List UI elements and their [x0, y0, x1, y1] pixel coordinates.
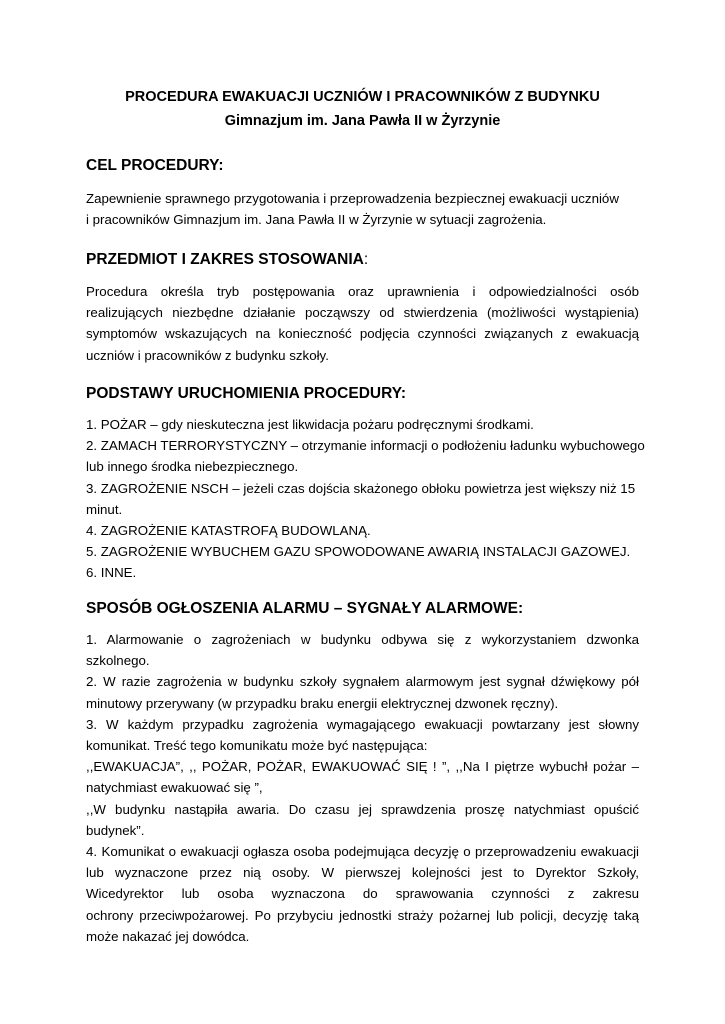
paragraph-line: może nakazać jej dowódca.: [86, 928, 250, 944]
document-title: PROCEDURA EWAKUACJI UCZNIÓW I PRACOWNIKÓW Z BUDYNKU: [125, 89, 600, 105]
paragraph-line: 1. Alarmowanie o zagrożeniach w budynku odbywa się z wykorzystaniem dzwonka: [86, 632, 639, 647]
paragraph-line: ,,EWAKUACJA”, ,, POŻAR, POŻAR, EWAKUOWAĆ SIĘ ! ”, ,,Na I piętrze wybuchł pożar –: [86, 759, 639, 775]
document-subtitle: Gimnazjum im. Jana Pawła II w Żyrzynie: [224, 113, 501, 129]
paragraph-line: lub wyznaczone przez nią osoby. W pierwszej kolejności jest to Dyrektor Szkoły,: [86, 865, 639, 881]
list-item: 5. ZAGROŻENIE WYBUCHEM GAZU SPOWODOWANE AWARIĄ INSTALACJI GAZOWEJ.: [86, 544, 631, 560]
list-item: lub innego środka niebezpiecznego.: [86, 459, 299, 475]
paragraph-line: Wicedyrektor lub osoba wyznaczona do sprawowania czynności z zakresu: [86, 886, 639, 902]
paragraph-line: 3. W każdym przypadku zagrożenia wymagającego ewakuacji powtarzany jest słowny: [86, 716, 639, 732]
paragraph-line: ,,W budynku nastąpiła awaria. Do czasu jej sprawdzenia proszę natychmiast opuścić: [86, 801, 639, 817]
list-item: 4. ZAGROŻENIE KATASTROFĄ BUDOWLANĄ.: [86, 523, 371, 539]
section-body-sposob: [86, 629, 639, 947]
paragraph-line: ochrony przeciwpożarowej. Po przybyciu jednostki straży pożarnej lub policji, decyzję taką: [86, 907, 639, 923]
section-body-cel: [86, 188, 639, 230]
list-item: 1. POŻAR – gdy nieskuteczna jest likwidacja pożaru podręcznymi środkami.: [86, 417, 534, 432]
list-item: minut.: [86, 501, 123, 517]
paragraph-line: szkolnego.: [86, 653, 150, 669]
section-heading-colon: :: [363, 251, 369, 268]
paragraph-line: komunikat. Treść tego komunikatu może być następująca:: [86, 738, 428, 754]
list-item: 3. ZAGROŻENIE NSCH – jeżeli czas dojścia skażonego obłoku powietrza jest większy niż 15: [86, 480, 636, 496]
section-heading-podstawy: PODSTAWY URUCHOMIENIA PROCEDURY:: [86, 385, 407, 402]
paragraph-line: symptomów wskazujących na konieczność podjęcia czynności związanych z ewakuacją: [86, 326, 639, 342]
section-body-podstawy: [86, 414, 645, 584]
paragraph-line: Procedura określa tryb postępowania oraz uprawnienia i odpowiedzialności osób: [86, 284, 639, 299]
paragraph-line: 4. Komunikat o ewakuacji ogłasza osoba podejmująca decyzję o przeprowadzeniu ewakuacji: [86, 844, 639, 860]
section-heading-sposob: SPOSÓB OGŁOSZENIA ALARMU – SYGNAŁY ALARMOWE:: [86, 600, 524, 617]
paragraph-line: natychmiast ewakuować się ”,: [86, 780, 263, 796]
paragraph-line: minutowy przerywany (w przypadku braku energii elektrycznej dzwonek ręczny).: [86, 695, 559, 711]
paragraph-line: 2. W razie zagrożenia w budynku szkoły sygnałem alarmowym jest sygnał dźwiękowy pół: [86, 674, 639, 690]
paragraph-line: uczniów i pracowników z budynku szkoły.: [86, 347, 329, 363]
section-body-przedmiot: [86, 281, 639, 366]
paragraph-line: i pracowników Gimnazjum im. Jana Pawła II w Żyrzynie w sytuacji zagrożenia.: [86, 212, 547, 228]
section-heading-cel: CEL PROCEDURY:: [86, 157, 224, 174]
paragraph-line: budynek”.: [86, 822, 145, 838]
list-item: 6. INNE.: [86, 565, 137, 581]
section-heading-text: PRZEDMIOT I ZAKRES STOSOWANIA: [86, 251, 364, 268]
paragraph-line: realizujących niezbędne działanie począwszy od stwierdzenia (możliwości wystąpienia): [86, 305, 639, 321]
section-heading-przedmiot: [86, 251, 368, 269]
list-item: 2. ZAMACH TERRORYSTYCZNY – otrzymanie informacji o podłożeniu ładunku wybuchowego: [86, 438, 645, 454]
paragraph-line: Zapewnienie sprawnego przygotowania i przeprowadzenia bezpiecznej ewakuacji uczniów: [86, 191, 619, 206]
